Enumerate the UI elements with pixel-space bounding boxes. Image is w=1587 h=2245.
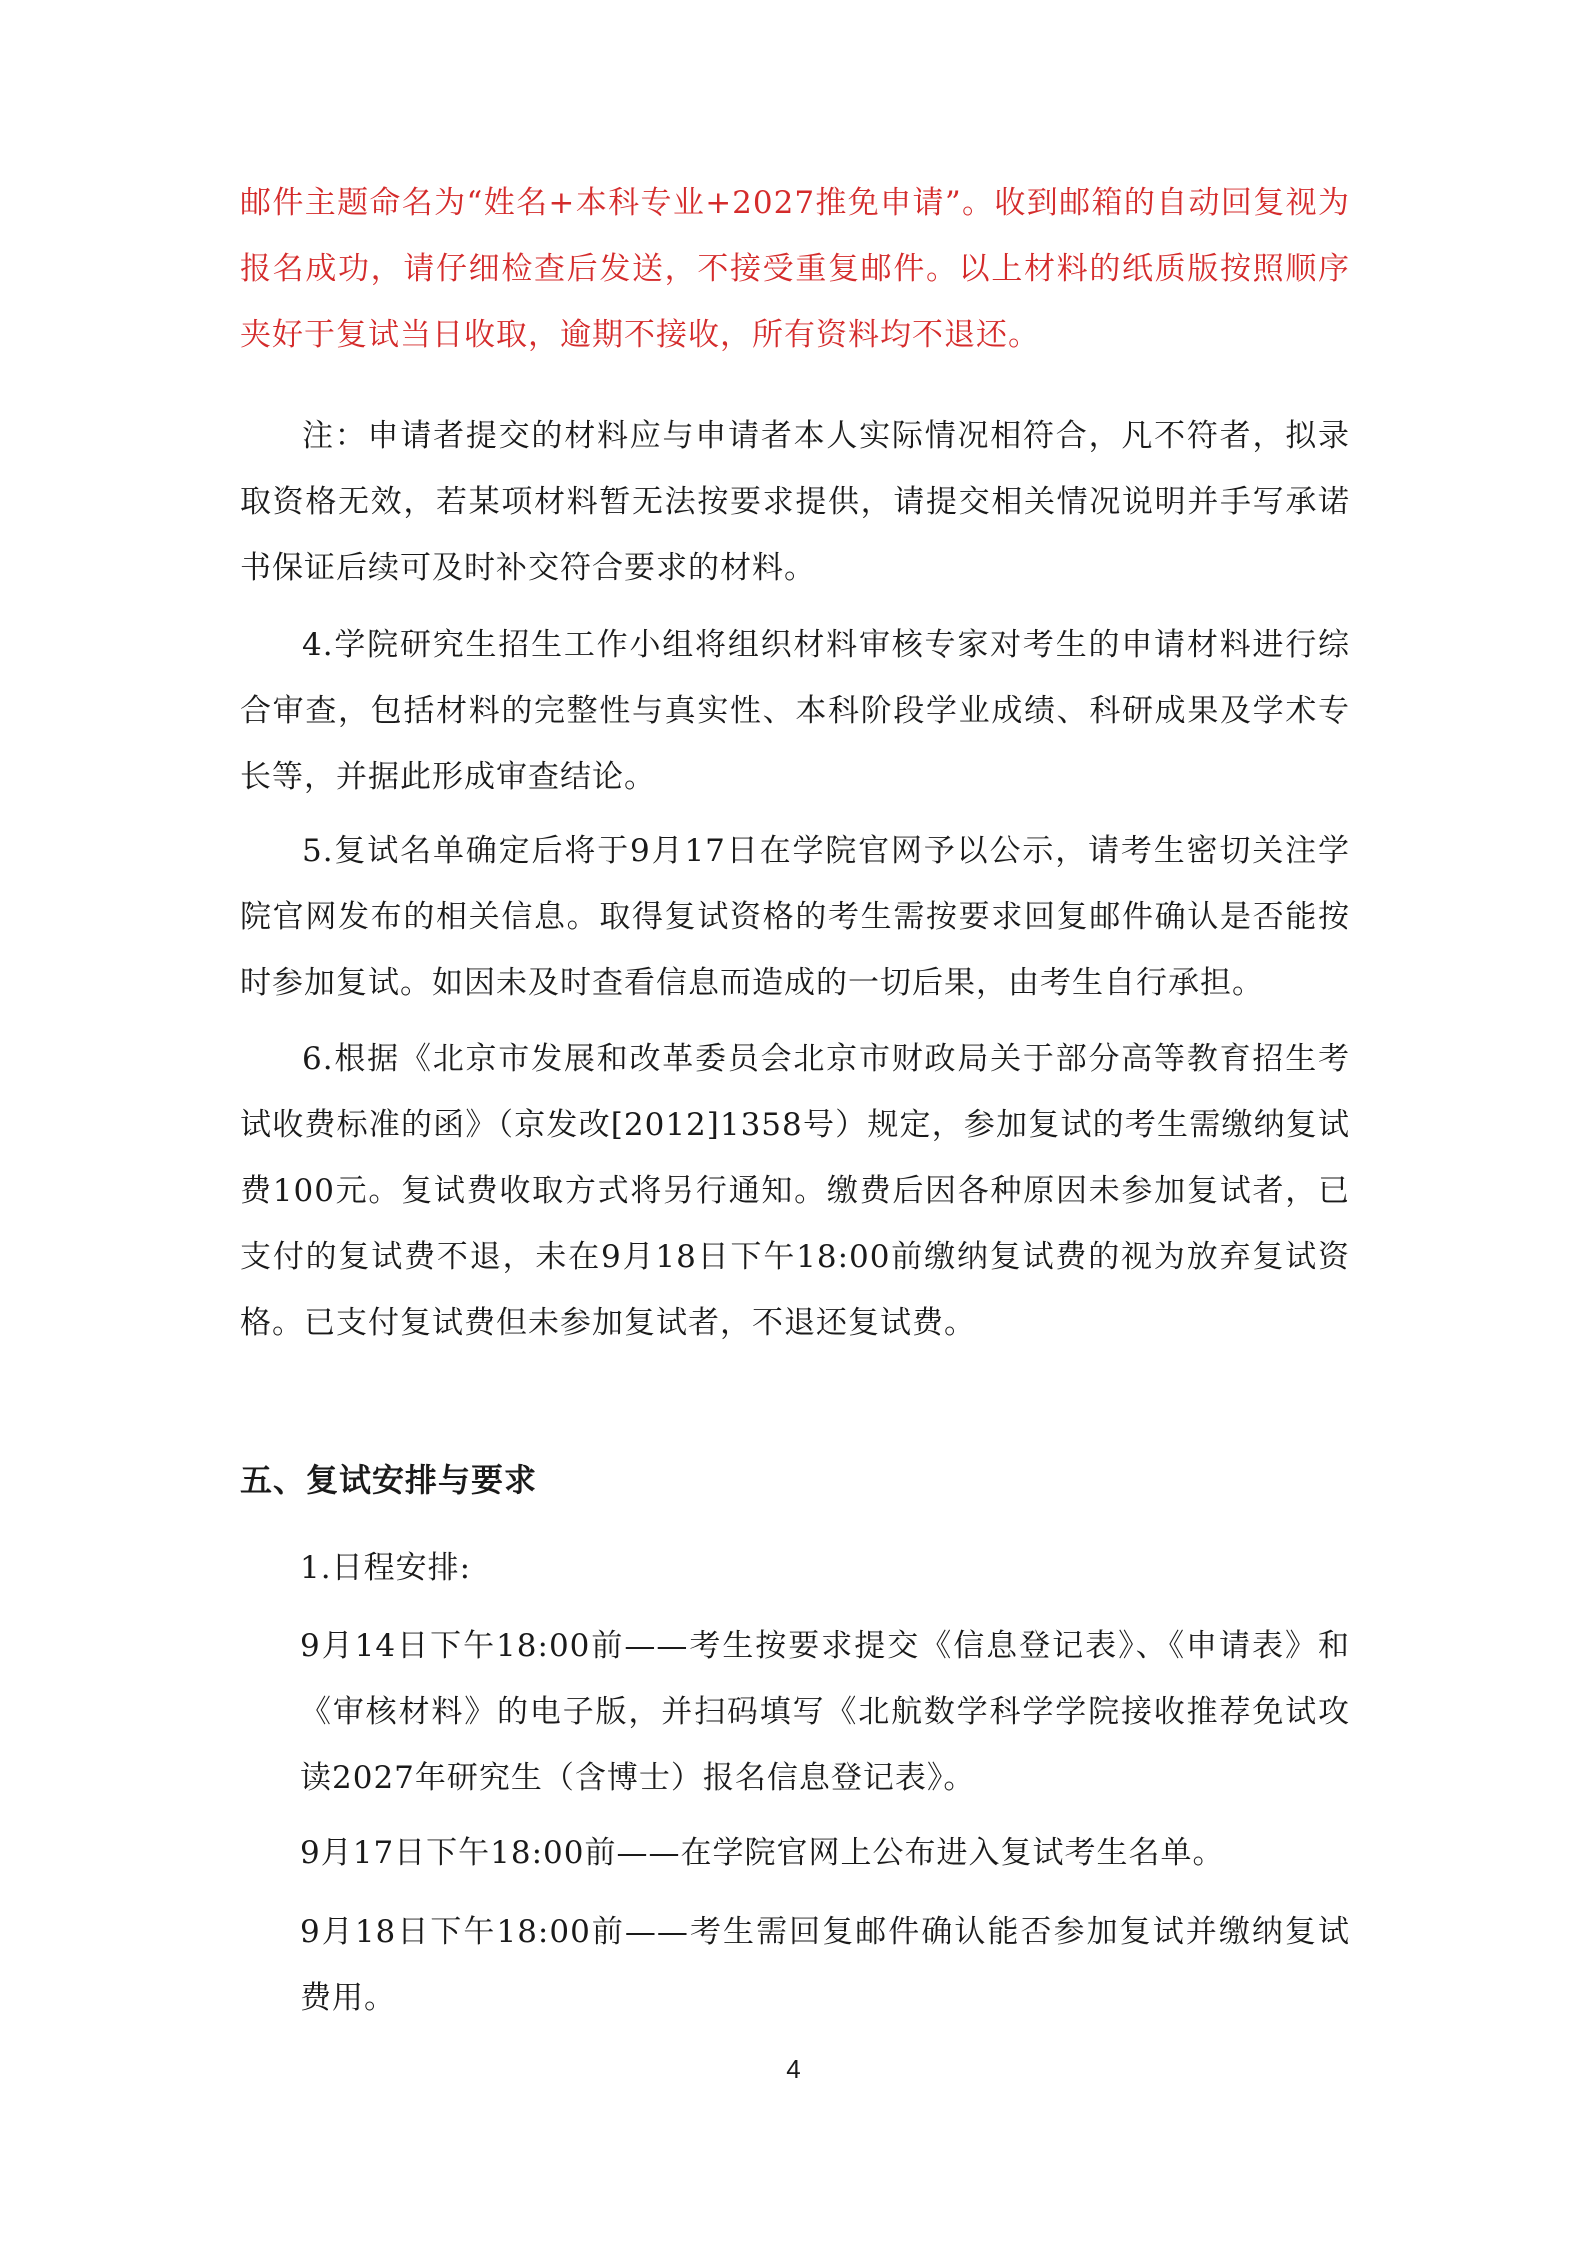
item-5-paragraph: 5.复试名单确定后将于9月17日在学院官网予以公示，请考生密切关注学院官网发布的相关信息。取得复试资格的考生需按要求回复邮件确认是否能按时参加复试。如因未及时查看信息而造成的一切后果，由考生自行承担。 [240,833,1350,1001]
schedule-item-3: 9月18日下午18:00前——考生需回复邮件确认能否参加复试并缴纳复试费用。 [300,1914,1350,2016]
section-heading: 五、复试安排与要求 [240,1461,538,1499]
page-number: 4 [786,2054,801,2084]
item-6-paragraph: 6.根据《北京市发展和改革委员会北京市财政局关于部分高等教育招生考试收费标准的函》（京发改[2012]1358号）规定，参加复试的考生需缴纳复试费100元。复试费收取方式将另行通知。缴费后因各种原因未参加复试者，已支付的复试费不退，未在9月18日下午18:00前缴纳复试费的视为放弃复试资格。已支付复试费但未参加复试者，不退还复试费。 [240,1041,1350,1341]
item-4-paragraph: 4.学院研究生招生工作小组将组织材料审核专家对考生的申请材料进行综合审查，包括材料的完整性与真实性、本科阶段学业成绩、科研成果及学术专长等，并据此形成审查结论。 [240,627,1350,795]
note-paragraph: 注：申请者提交的材料应与申请者本人实际情况相符合，凡不符者，拟录取资格无效，若某项材料暂无法按要求提供，请提交相关情况说明并手写承诺书保证后续可及时补交符合要求的材料。 [240,418,1350,586]
schedule-item-2: 9月17日下午18:00前——在学院官网上公布进入复试考生名单。 [300,1835,1225,1871]
schedule-item-1: 9月14日下午18:00前——考生按要求提交《信息登记表》、《申请表》和《审核材料》的电子版，并扫码填写《北航数学科学学院接收推荐免试攻读2027年研究生（含博士）报名信息登记表》。 [300,1628,1350,1796]
schedule-title: 1.日程安排: [300,1550,472,1586]
red-notice-paragraph: 邮件主题命名为“姓名+本科专业+2027推免申请”。收到邮箱的自动回复视为报名成功，请仔细检查后发送，不接受重复邮件。以上材料的纸质版按照顺序夹好于复试当日收取，逾期不接收，所有资料均不退还。 [240,185,1350,353]
